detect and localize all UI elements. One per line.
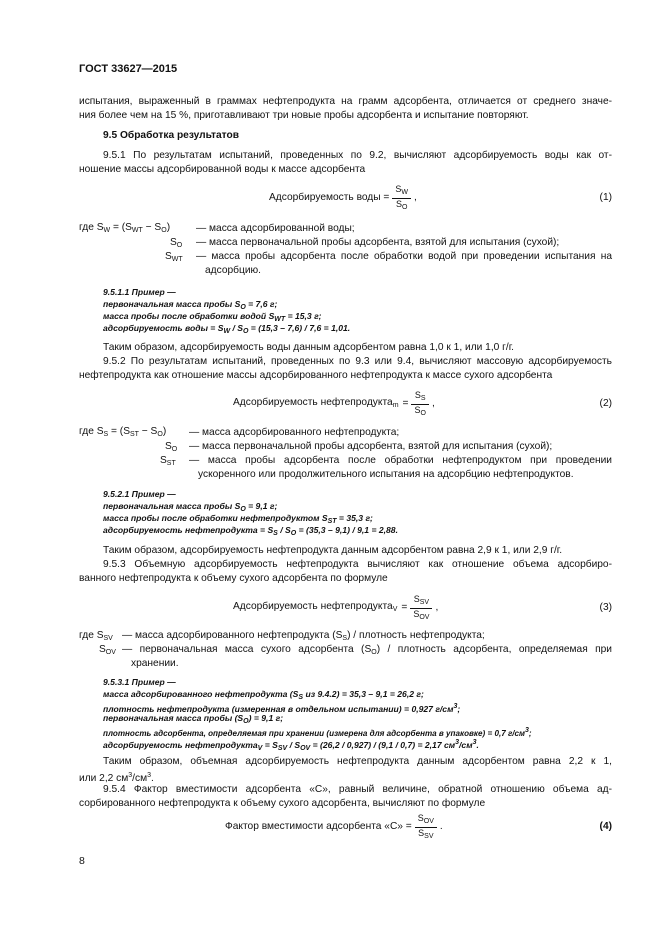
example-2-line2: масса пробы после обработки нефтепродуктом $S_{ST} = 35,3$ г; xyxy=(103,513,373,525)
formula-3: Адсорбируемость нефтепродукта$_V$ = $\frac{S_{SV}}{S_{OV}}$ , xyxy=(233,593,439,621)
example-3-line3: первоначальная масса пробы $(S_O) = 9,1$ г; xyxy=(103,713,284,725)
para-9-5-4-line2: сорбированного нефтепродукта к объему сухого адсорбента, вычисляют по формуле xyxy=(79,798,486,809)
equation-number-3: (3) xyxy=(599,602,612,613)
example-2-conclusion: Таким образом, адсорбируемость нефтепродукта данным адсорбентом равна 2,9 к 1, или 2,9 г/г. xyxy=(103,545,563,556)
equation-number-2: (2) xyxy=(599,398,612,409)
formula-4-label: Фактор вместимости адсорбента «С» = xyxy=(225,821,412,832)
def-3-2a: — первоначальная масса сухого адсорбента $(S_O)$ / плотность адсорбента, определяемая при xyxy=(122,644,612,656)
example-2-line1: первоначальная масса пробы $S_O = 9,1$ г; xyxy=(103,501,278,513)
para-9-5-3-line1: 9.5.3 Объемную адсорбируемость нефтепродукта вычисляют как отношение объема адсорбиро- xyxy=(103,559,612,570)
formula-4: Фактор вместимости адсорбента «С» = $\frac{S_{OV}}{S_{SV}}$ . xyxy=(225,812,443,840)
para-9-5-1-line1: 9.5.1 По результатам испытаний, проведенных по 9.2, вычисляют адсорбируемость воды как от- xyxy=(103,150,612,161)
def-3-1: — масса адсорбированного нефтепродукта $(S_S)$ / плотность нефтепродукта; xyxy=(122,630,485,642)
example-1-conclusion: Таким образом, адсорбируемость воды данным адсорбентом равна 1,0 к 1, или 1,0 г/г. xyxy=(103,342,514,353)
def-1-3b: адсорбцию. xyxy=(205,265,261,276)
equation-number-1: (1) xyxy=(599,192,612,203)
formula-4-fraction: $\frac{S_{OV}}{S_{SV}}$ xyxy=(415,813,437,842)
def-3-2-sym: $S_{OV}$ xyxy=(99,644,116,656)
formula-2: Адсорбируемость нефтепродукта$_m$ = $\frac{S_S}{S_O}$ , xyxy=(233,389,435,417)
def-3-2b: хранении. xyxy=(131,658,179,669)
example-3-title: 9.5.3.1 Пример — xyxy=(103,677,176,687)
def-1-3-sym: $S_{WT}$ xyxy=(165,251,183,263)
example-3-line5: адсорбируемость нефтепродукта$_V$ = $S_{SV} / S_{OV} = (26,2 / 0,927) / (9,1 / 0,7) = 2,17$ $см^3/см^3$. xyxy=(103,739,479,752)
def-2-1: — масса адсорбированного нефтепродукта; xyxy=(189,427,400,438)
para-9-5-4-line1: 9.5.4 Фактор вместимости адсорбента «С», равный величине, обратной отношению объема ад- xyxy=(103,784,612,795)
def-1-2: — масса первоначальной пробы адсорбента, взятой для испытания (сухой); xyxy=(196,237,560,248)
para-9-5-1-line2: ношение массы адсорбированной воды к массе адсорбента xyxy=(79,164,366,175)
document-header: ГОСТ 33627—2015 xyxy=(79,63,178,75)
intro-line-1: испытания, выраженный в граммах нефтепродукта на грамм адсорбента, отличается от среднего значе- xyxy=(79,96,612,107)
example-2-title: 9.5.2.1 Пример — xyxy=(103,489,176,499)
formula-3-fraction: $\frac{S_{SV}}{S_{OV}}$ xyxy=(410,594,432,623)
example-3-line4: плотность адсорбента, определяемая при хранении (измерена для адсорбента в упаковке) = 0,7 $г/см^3$; xyxy=(103,727,532,738)
formula-1: Адсорбируемость воды = $\frac{S_W}{S_O}$ , xyxy=(269,183,417,211)
formula-1-fraction: $\frac{S_W}{S_O}$ xyxy=(392,184,411,213)
page-number: 8 xyxy=(79,855,85,867)
para-9-5-2-line2: нефтепродукта как отношение массы адсорбированного нефтепродукта к массе сухого адсорбента xyxy=(79,370,553,381)
example-3-line1: масса адсорбированного нефтепродукта ($S_S$ из 9.4.2) = 35,3 – 9,1 = 26,2 г; xyxy=(103,689,424,701)
intro-line-2: ния более чем на 15 %, приготавливают три новые пробы адсорбента и испытание повторяют. xyxy=(79,110,529,121)
def-2-3b: ускоренного или продолжительного испытания на адсорбцию нефтепродуктов. xyxy=(198,469,574,480)
def-2-2-sym: $S_O$ xyxy=(165,441,178,453)
where-2-lhs: где $S_S = (S_{ST} - S_O)$ xyxy=(79,426,167,438)
section-title-9-5: 9.5 Обработка результатов xyxy=(103,130,240,141)
def-2-3a: — масса пробы адсорбента после обработки нефтепродуктом при проведении xyxy=(189,455,612,466)
para-9-5-3-line2: ванного нефтепродукта к объему сухого адсорбента по формуле xyxy=(79,573,388,584)
example-1-line3: адсорбируемость воды = $S_W / S_O = (15,3 - 7,6) / 7,6 = 1,01$. xyxy=(103,323,351,335)
def-2-2: — масса первоначальной пробы адсорбента, взятой для испытания (сухой); xyxy=(189,441,553,452)
example-1-title: 9.5.1.1 Пример — xyxy=(103,287,176,297)
where-3-lhs: где $S_{SV}$ xyxy=(79,630,113,642)
formula-2-fraction: $\frac{S_S}{S_O}$ xyxy=(411,390,428,419)
def-1-1: — масса адсорбированной воды; xyxy=(196,223,355,234)
example-3-line2: плотность нефтепродукта (измеренная в отдельном испытании) = 0,927 $г/см^3$; xyxy=(103,703,461,714)
equation-number-4: (4) xyxy=(599,821,612,832)
para-9-5-2-line1: 9.5.2 По результатам испытаний, проведенных по 9.3 или 9.4, вычисляют массовую адсорбируемость xyxy=(103,356,612,367)
formula-2-label: Адсорбируемость нефтепродукта$_m$ xyxy=(233,396,399,409)
example-1-line2: масса пробы после обработки водой $S_{WT} = 15,3$ г; xyxy=(103,311,322,323)
example-3-conclusion-2: или 2,2 $см^3/см^3$. xyxy=(79,772,154,784)
formula-1-label: Адсорбируемость воды = xyxy=(269,192,390,203)
example-3-conclusion-1: Таким образом, объемная адсорбируемость нефтепродукта данным адсорбентом равна 2,2 к 1, xyxy=(103,756,612,767)
example-2-line3: адсорбируемость нефтепродукта = $S_S / S_O = (35,3 - 9,1) / 9,1 = 2,88$. xyxy=(103,525,398,537)
formula-3-label: Адсорбируемость нефтепродукта$_V$ xyxy=(233,600,398,613)
where-1-lhs: где $S_W = (S_{WT} - S_O)$ xyxy=(79,222,171,234)
example-1-line1: первоначальная масса пробы $S_O = 7,6$ г; xyxy=(103,299,278,311)
def-2-3-sym: $S_{ST}$ xyxy=(160,455,176,467)
def-1-2-sym: $S_O$ xyxy=(170,237,183,249)
def-1-3a: — масса пробы адсорбента после обработки водой при проведении испытания на xyxy=(196,251,612,262)
